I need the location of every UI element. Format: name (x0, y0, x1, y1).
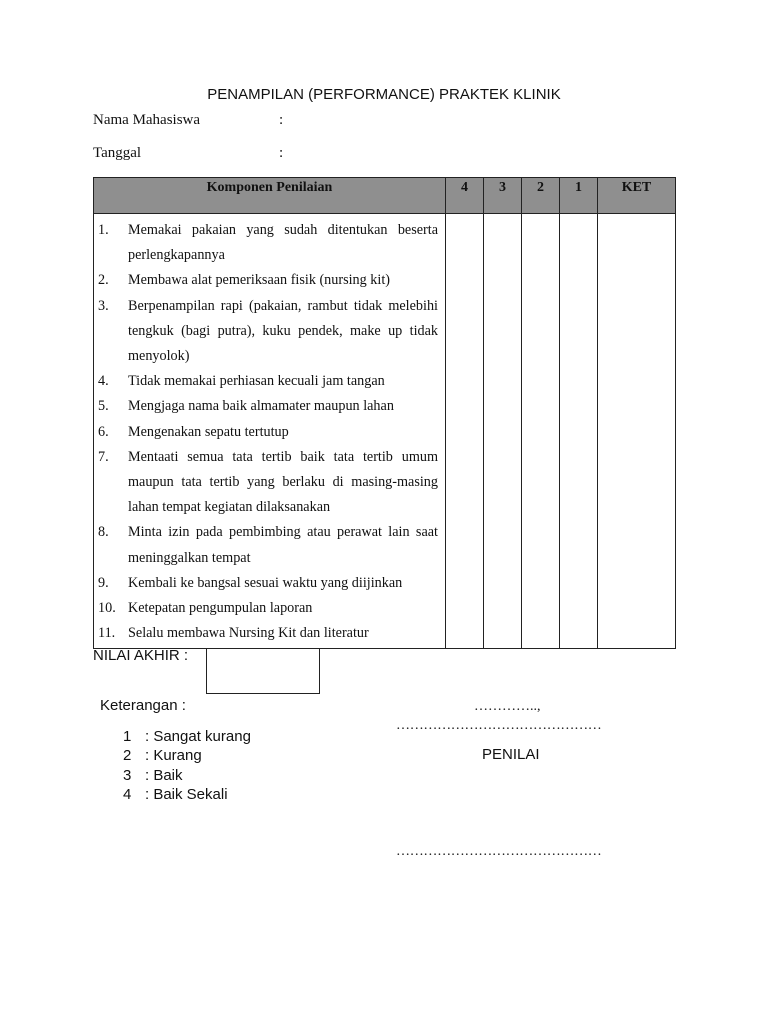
keterangan-label: Keterangan : (100, 697, 186, 714)
table-body-row (94, 214, 676, 649)
list-item (98, 520, 438, 570)
item-number: 10. (98, 600, 116, 617)
item-number: 7. (98, 448, 109, 465)
item-text: Membawa alat pemeriksaan fisik (nursing kit) (128, 272, 390, 289)
item-text: Kembali ke bangsal sesuai waktu yang diijinkan (128, 574, 403, 591)
legend-number: 4 (123, 786, 132, 803)
legend-item (123, 767, 183, 784)
item-number: 5. (98, 398, 109, 415)
header-ket: KET (598, 178, 676, 214)
list-item (98, 420, 438, 445)
item-text: Selalu membawa Nursing Kit dan literatur (128, 625, 369, 642)
document-title: PENAMPILAN (PERFORMANCE) PRAKTEK KLINIK (207, 86, 561, 103)
legend-item (123, 747, 202, 764)
list-item (98, 394, 438, 419)
score-1-cell[interactable] (560, 214, 598, 649)
list-item (98, 369, 438, 394)
item-number: 9. (98, 574, 109, 591)
item-text: Minta izin pada pembimbing atau perawat lain saat meninggalkan tempat (128, 524, 438, 566)
table-header-row (94, 178, 676, 214)
component-list-cell (94, 214, 446, 649)
list-item (98, 571, 438, 596)
score-4-cell[interactable] (446, 214, 484, 649)
legend-number: 2 (123, 747, 132, 764)
item-number: 2. (98, 272, 109, 289)
legend-item (123, 786, 228, 803)
list-item (98, 268, 438, 293)
list-item (98, 294, 438, 370)
item-text: Tidak memakai perhiasan kecuali jam tangan (128, 373, 385, 390)
list-item (98, 445, 438, 521)
list-item (98, 218, 438, 268)
assessment-table (93, 177, 676, 649)
penilai-label: PENILAI (482, 746, 540, 763)
list-item (98, 621, 438, 646)
item-number: 6. (98, 423, 109, 440)
header-score-1: 1 (560, 178, 598, 214)
item-text: Mentaati semua tata tertib baik tata tertib umum maupun tata tertib yang berlaku di masing-masing lahan tempat kegiatan dilaksanakan (128, 448, 438, 516)
header-score-2: 2 (522, 178, 560, 214)
score-3-cell[interactable] (484, 214, 522, 649)
signature-dotted-line: ……………………………………… (396, 844, 602, 859)
date-dotted-line: ……………………………………… (396, 718, 602, 733)
field-colon-nama-mahasiswa: : (279, 112, 284, 128)
ket-cell[interactable] (598, 214, 676, 649)
header-score-4: 4 (446, 178, 484, 214)
list-item (98, 596, 438, 621)
item-text: Ketepatan pengumpulan laporan (128, 600, 313, 617)
legend-text: : Sangat kurang (145, 728, 251, 745)
item-number: 4. (98, 373, 109, 390)
nilai-akhir-label: NILAI AKHIR : (93, 647, 189, 664)
component-list (94, 214, 445, 646)
header-komponen-penilaian: Komponen Penilaian (94, 178, 446, 214)
field-label-tanggal: Tanggal (93, 145, 142, 161)
item-text: Memakai pakaian yang sudah ditentukan beserta perlengkapannya (128, 222, 438, 264)
legend-number: 3 (123, 767, 132, 784)
field-colon-tanggal: : (279, 145, 284, 161)
item-number: 3. (98, 297, 109, 314)
item-number: 1. (98, 222, 109, 238)
legend-number: 1 (123, 728, 132, 745)
item-text: Berpenampilan rapi (pakaian, rambut tidak melebihi tengkuk (bagi putra), kuku pendek, make up tidak menyolok) (128, 297, 438, 365)
header-score-3: 3 (484, 178, 522, 214)
field-label-nama-mahasiswa: Nama Mahasiswa (93, 112, 201, 128)
item-number: 11. (98, 625, 116, 642)
item-text: Mengenakan sepatu tertutup (128, 423, 289, 440)
place-date-line: ………….., (474, 699, 541, 714)
item-text: Mengjaga nama baik almamater maupun lahan (128, 398, 394, 415)
legend-item (123, 728, 251, 745)
nilai-akhir-box[interactable] (206, 648, 320, 694)
legend-text: : Baik (145, 767, 183, 784)
legend-text: : Kurang (145, 747, 202, 764)
legend-text: : Baik Sekali (145, 786, 228, 803)
item-number: 8. (98, 524, 109, 541)
score-2-cell[interactable] (522, 214, 560, 649)
